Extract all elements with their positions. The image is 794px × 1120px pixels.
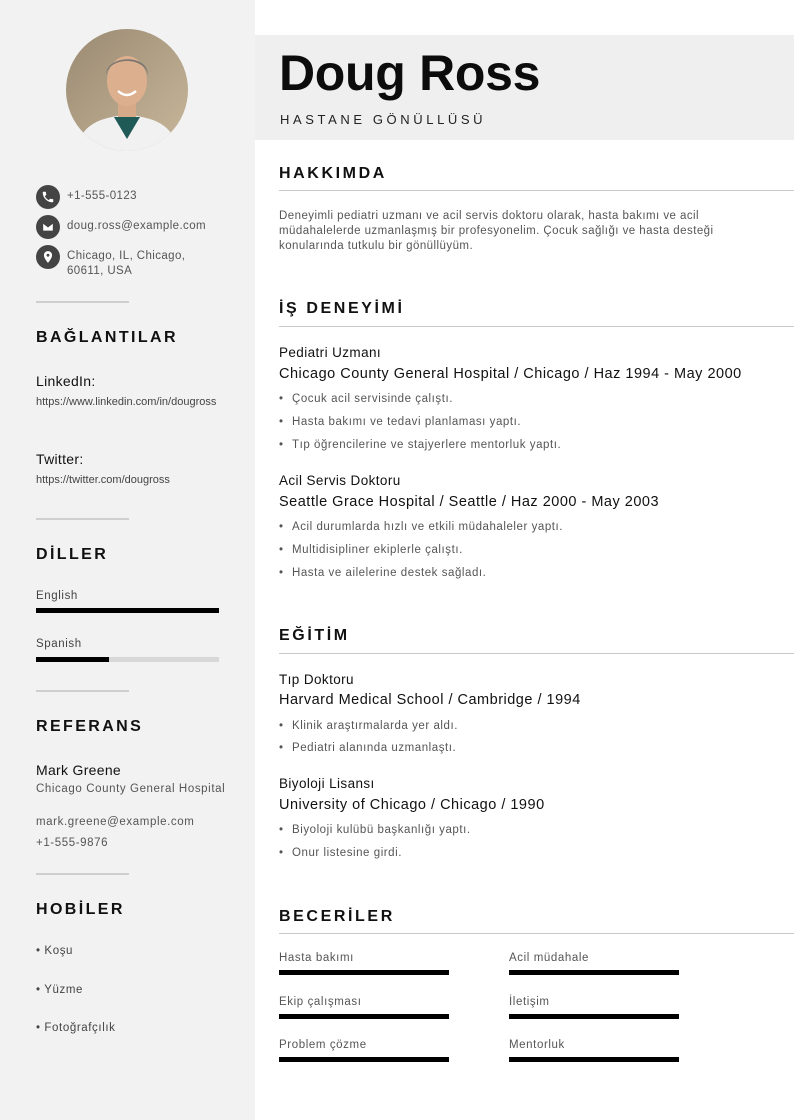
- job-title: Acil Servis Doktoru: [279, 473, 401, 488]
- education-heading: EĞİTİM: [279, 627, 350, 644]
- hobbies-heading: HOBİLER: [36, 901, 125, 918]
- email-text: doug.ross@example.com: [67, 220, 206, 232]
- skills-heading: BECERİLER: [279, 908, 395, 925]
- reference-phone: +1-555-9876: [36, 837, 109, 849]
- language-level-bar: [36, 608, 219, 613]
- skill-name: Ekip çalışması: [279, 996, 362, 1008]
- twitter-link[interactable]: https://twitter.com/dougross: [36, 474, 170, 486]
- hobby-label: Yüzme: [44, 984, 84, 996]
- skill-level-bar: [279, 1057, 449, 1062]
- job-bullet: • Hasta bakımı ve tedavi planlaması yaptı.: [279, 416, 521, 428]
- address-text: Chicago, IL, Chicago, 60611, USA: [67, 250, 186, 277]
- divider: [36, 690, 129, 692]
- degree-bullet: • Pediatri alanında uzmanlaştı.: [279, 742, 456, 754]
- degree-bullet: • Klinik araştırmalarda yer aldı.: [279, 720, 458, 732]
- hobby-item: • Fotoğrafçılık: [36, 1022, 116, 1034]
- degree-bullet: • Onur listesine girdi.: [279, 847, 402, 859]
- skill-name: Mentorluk: [509, 1039, 565, 1051]
- hobby-item: • Koşu: [36, 945, 74, 957]
- language-name: Spanish: [36, 638, 82, 650]
- divider: [36, 301, 129, 303]
- references-heading: REFERANS: [36, 718, 144, 735]
- about-heading: HAKKIMDA: [279, 165, 387, 182]
- divider: [36, 873, 129, 875]
- divider: [36, 518, 129, 520]
- skill-level-bar: [509, 1057, 679, 1062]
- links-heading: BAĞLANTILAR: [36, 329, 178, 346]
- degree-subtitle: Harvard Medical School / Cambridge / 1994: [279, 692, 581, 708]
- contact-phone: [36, 185, 236, 209]
- contact-email: [36, 215, 236, 239]
- job-bullet: • Acil durumlarda hızlı ve etkili müdahaleler yaptı.: [279, 521, 563, 533]
- job-bullet: • Tıp öğrencilerine ve stajyerlere mentorluk yaptı.: [279, 439, 561, 451]
- reference-org: Chicago County General Hospital: [36, 783, 226, 795]
- degree-title: Biyoloji Lisansı: [279, 776, 375, 791]
- languages-heading: DİLLER: [36, 546, 109, 563]
- skill-level-bar: [279, 1014, 449, 1019]
- section-rule: [279, 933, 794, 934]
- skill-name: Hasta bakımı: [279, 952, 354, 964]
- language-level-fill: [36, 657, 109, 662]
- job-title: Pediatri Uzmanı: [279, 345, 382, 360]
- skill-level-bar: [509, 1014, 679, 1019]
- profile-photo: [66, 29, 188, 151]
- job-bullet: • Çocuk acil servisinde çalıştı.: [279, 393, 453, 405]
- language-name: English: [36, 590, 78, 602]
- degree-subtitle: University of Chicago / Chicago / 1990: [279, 797, 545, 813]
- contact-address: [36, 245, 236, 279]
- hobby-item: • Yüzme: [36, 984, 84, 996]
- job-bullet: • Hasta ve ailelerine destek sağladı.: [279, 567, 486, 579]
- section-rule: [279, 190, 794, 191]
- section-rule: [279, 653, 794, 654]
- twitter-label: Twitter:: [36, 451, 84, 467]
- phone-text: +1-555-0123: [67, 190, 137, 202]
- phone-icon: [36, 185, 60, 209]
- reference-name: Mark Greene: [36, 762, 121, 778]
- section-rule: [279, 326, 794, 327]
- mail-icon: [36, 215, 60, 239]
- degree-bullet: • Biyoloji kulübü başkanlığı yaptı.: [279, 824, 471, 836]
- skill-name: Problem çözme: [279, 1039, 367, 1051]
- language-level-bar: [36, 657, 219, 662]
- job-subtitle: Seattle Grace Hospital / Seattle / Haz 2000 - May 2003: [279, 494, 660, 510]
- hobby-label: Fotoğrafçılık: [44, 1022, 116, 1034]
- about-text: Deneyimli pediatri uzmanı ve acil servis doktoru olarak, hasta bakımı ve acil müdahalelerde uzmanlaşmış bir profesyonelim. Çocuk sağlığı ve hasta desteği konularında tutkulu bir gönüllüyüm.: [279, 210, 714, 252]
- linkedin-label: LinkedIn:: [36, 373, 96, 389]
- skill-level-bar: [279, 970, 449, 975]
- skill-level-bar: [509, 970, 679, 975]
- hobby-label: Koşu: [44, 945, 74, 957]
- job-role: HASTANE GÖNÜLLÜSÜ: [280, 112, 487, 127]
- language-level-fill: [36, 608, 219, 613]
- reference-email: mark.greene@example.com: [36, 816, 195, 828]
- skill-name: Acil müdahale: [509, 952, 590, 964]
- full-name: Doug Ross: [279, 45, 541, 101]
- linkedin-link[interactable]: https://www.linkedin.com/in/dougross: [36, 396, 217, 408]
- degree-title: Tıp Doktoru: [279, 672, 354, 687]
- job-bullet: • Multidisipliner ekiplerle çalıştı.: [279, 544, 463, 556]
- location-pin-icon: [36, 245, 60, 269]
- experience-heading: İŞ DENEYİMİ: [279, 300, 405, 317]
- job-subtitle: Chicago County General Hospital / Chicago / Haz 1994 - May 2000: [279, 366, 742, 382]
- skill-name: İletişim: [509, 996, 550, 1008]
